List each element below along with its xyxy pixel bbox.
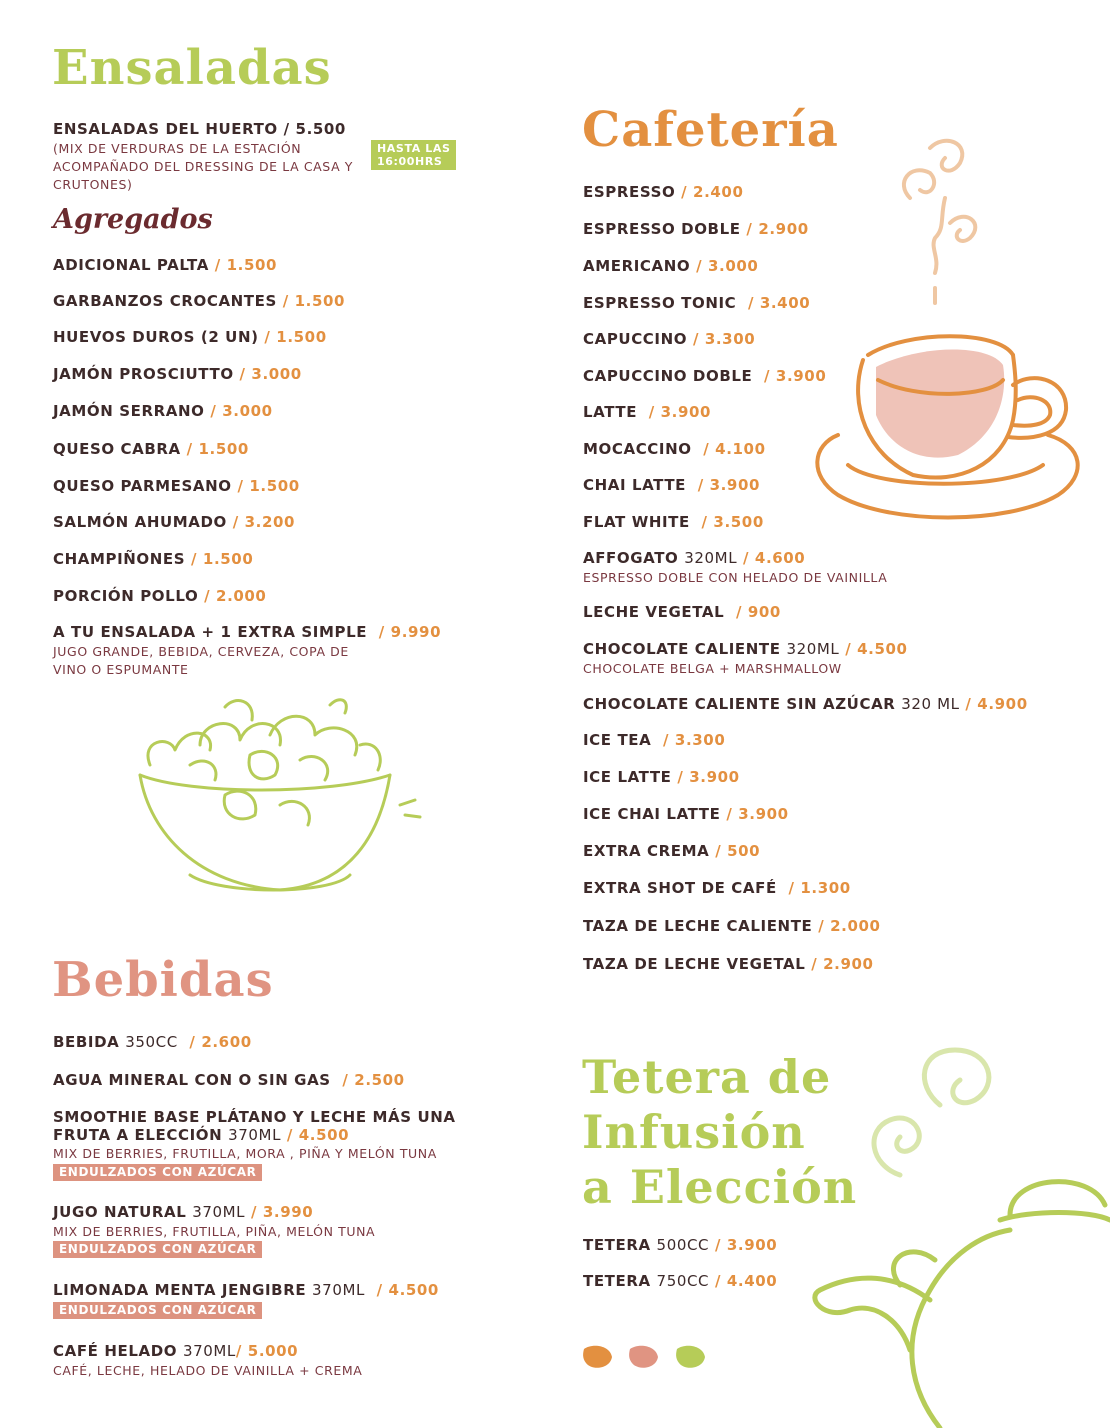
menu-item: BEBIDA 350CC / 2.600 bbox=[53, 1033, 252, 1051]
menu-item: AGUA MINERAL CON O SIN GAS / 2.500 bbox=[53, 1071, 405, 1089]
list-item: TAZA DE LECHE VEGETAL / 2.900 bbox=[583, 955, 874, 973]
menu-item: A TU ENSALADA + 1 EXTRA SIMPLE / 9.990 bbox=[53, 623, 442, 641]
list-item: EXTRA SHOT DE CAFÉ / 1.300 bbox=[583, 879, 851, 897]
list-item: LECHE VEGETAL / 900 bbox=[583, 603, 781, 621]
list-item: CHOCOLATE CALIENTE 320ML / 4.500 bbox=[583, 640, 908, 658]
leaf-icon bbox=[628, 1343, 660, 1371]
agregados-title: Agregados bbox=[53, 204, 213, 235]
coffee-cup-icon bbox=[808, 325, 1088, 540]
list-item: JAMÓN SERRANO / 3.000 bbox=[53, 402, 273, 420]
list-item: LATTE / 3.900 bbox=[583, 403, 712, 421]
list-item: EXTRA CREMA / 500 bbox=[583, 842, 761, 860]
tetera-title: Tetera de Infusión a Elección bbox=[582, 1050, 858, 1214]
sugar-tag: ENDULZADOS CON AZÚCAR bbox=[53, 1164, 262, 1181]
list-item: JAMÓN PROSCIUTTO / 3.000 bbox=[53, 365, 302, 383]
item-name: ENSALADAS DEL HUERTO bbox=[53, 120, 278, 138]
salad-bowl-icon bbox=[130, 695, 430, 915]
list-item: ESPRESSO TONIC / 3.400 bbox=[583, 294, 811, 312]
list-item: CAPUCCINO DOBLE / 3.900 bbox=[583, 367, 827, 385]
item-description: MIX DE BERRIES, FRUTILLA, PIÑA, MELÓN TUNA bbox=[53, 1224, 376, 1239]
menu-item bbox=[53, 120, 346, 138]
item-price: / 5.500 bbox=[283, 120, 346, 138]
menu-item: LIMONADA MENTA JENGIBRE 370ML / 4.500 bbox=[53, 1281, 439, 1299]
list-item: QUESO CABRA / 1.500 bbox=[53, 440, 249, 458]
leaf-icon bbox=[675, 1343, 707, 1371]
sugar-tag: ENDULZADOS CON AZÚCAR bbox=[53, 1241, 262, 1258]
menu-item: SMOOTHIE BASE PLÁTANO Y LECHE MÁS UNA FRUTA A ELECCIÓN 370ML / 4.500 bbox=[53, 1108, 456, 1144]
time-badge: HASTA LAS 16:00HRS bbox=[371, 140, 456, 170]
list-item: ESPRESSO DOBLE / 2.900 bbox=[583, 220, 809, 238]
list-item: ICE LATTE / 3.900 bbox=[583, 768, 740, 786]
list-item: CHAMPIÑONES / 1.500 bbox=[53, 550, 254, 568]
list-item: CAPUCCINO / 3.300 bbox=[583, 330, 756, 348]
menu-item: CAFÉ HELADO 370ML/ 5.000 bbox=[53, 1342, 299, 1360]
list-item: SALMÓN AHUMADO / 3.200 bbox=[53, 513, 296, 531]
ensaladas-title: Ensaladas bbox=[52, 40, 332, 96]
list-item: QUESO PARMESANO / 1.500 bbox=[53, 477, 300, 495]
list-item: CHOCOLATE CALIENTE SIN AZÚCAR 320 ML / 4.900 bbox=[583, 695, 1028, 713]
list-item: AFFOGATO 320ML / 4.600 bbox=[583, 549, 806, 567]
list-item: ADICIONAL PALTA / 1.500 bbox=[53, 256, 278, 274]
menu-item: TETERA 500CC / 3.900 bbox=[583, 1236, 778, 1254]
list-item: MOCACCINO / 4.100 bbox=[583, 440, 766, 458]
item-description: JUGO GRANDE, BEBIDA, CERVEZA, COPA DE VINO O ESPUMANTE bbox=[53, 644, 349, 677]
list-item: FLAT WHITE / 3.500 bbox=[583, 513, 764, 531]
item-description: CAFÉ, LECHE, HELADO DE VAINILLA + CREMA bbox=[53, 1363, 363, 1378]
list-item: ICE TEA / 3.300 bbox=[583, 731, 726, 749]
item-description: CHOCOLATE BELGA + MARSHMALLOW bbox=[583, 661, 842, 676]
list-item: GARBANZOS CROCANTES / 1.500 bbox=[53, 292, 346, 310]
list-item: ESPRESSO / 2.400 bbox=[583, 183, 744, 201]
menu-item: JUGO NATURAL 370ML / 3.990 bbox=[53, 1203, 314, 1221]
list-item: AMERICANO / 3.000 bbox=[583, 257, 759, 275]
sugar-tag: ENDULZADOS CON AZÚCAR bbox=[53, 1302, 262, 1319]
list-item: ICE CHAI LATTE / 3.900 bbox=[583, 805, 789, 823]
list-item: HUEVOS DUROS (2 UN) / 1.500 bbox=[53, 328, 327, 346]
item-description: ESPRESSO DOBLE CON HELADO DE VAINILLA bbox=[583, 570, 888, 585]
list-item: TAZA DE LECHE CALIENTE / 2.000 bbox=[583, 917, 881, 935]
cafeteria-title: Cafetería bbox=[582, 102, 839, 158]
list-item: PORCIÓN POLLO / 2.000 bbox=[53, 587, 267, 605]
item-description: MIX DE BERRIES, FRUTILLA, MORA , PIÑA Y MELÓN TUNA bbox=[53, 1146, 437, 1161]
bebidas-title: Bebidas bbox=[52, 952, 274, 1008]
steam-swirl-icon bbox=[890, 128, 990, 308]
leaf-icon bbox=[582, 1343, 614, 1371]
item-description: (MIX DE VERDURAS DE LA ESTACIÓN ACOMPAÑADO DEL DRESSING DE LA CASA Y CRUTONES) bbox=[53, 141, 354, 192]
menu-item: TETERA 750CC / 4.400 bbox=[583, 1272, 778, 1290]
list-item: CHAI LATTE / 3.900 bbox=[583, 476, 761, 494]
teapot-icon bbox=[790, 1160, 1110, 1428]
